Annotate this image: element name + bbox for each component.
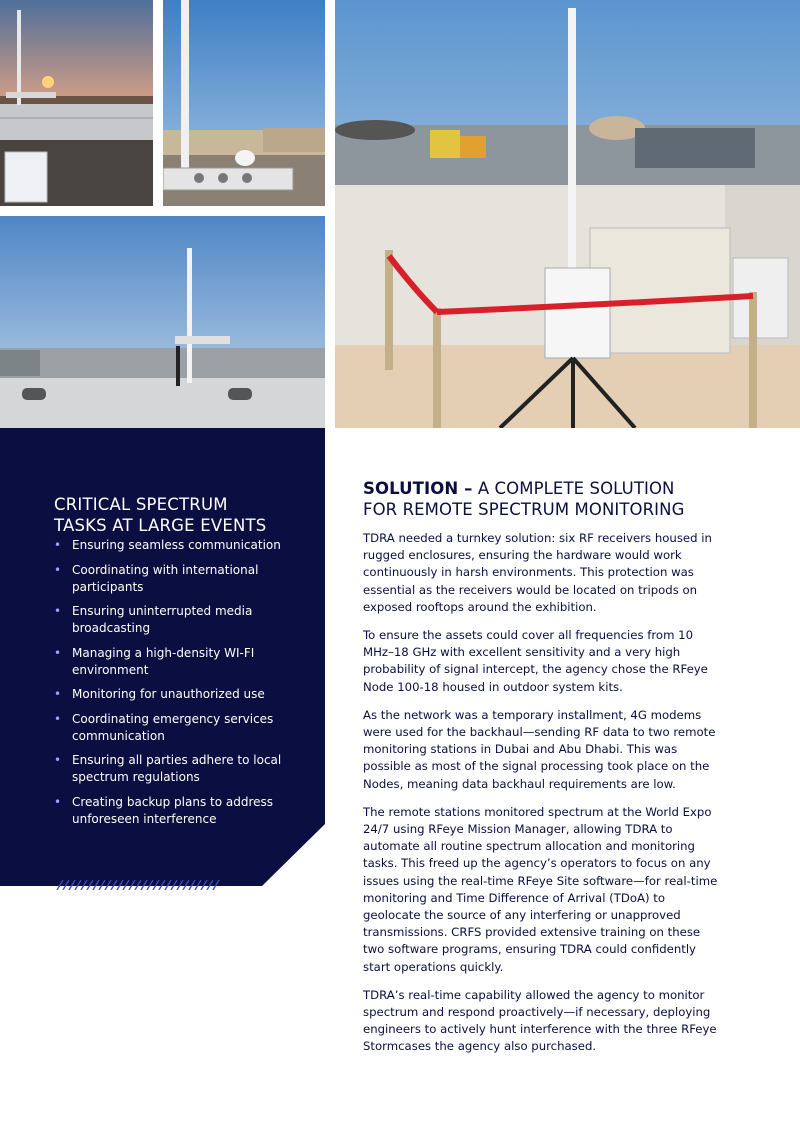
critical-tasks-list <box>54 537 314 835</box>
photo-tripod-receiver <box>335 0 800 428</box>
solution-paragraph: TDRA needed a turnkey solution: six RF receivers housed in rugged enclosures, ensuring the hardware would work continuously in harsh environments. This protection was essential as the receivers would be located on tripods on exposed rooftops around the exhibition. <box>363 531 712 614</box>
bullet-icon: • <box>54 687 62 701</box>
photo-rooftop-antenna <box>0 216 325 428</box>
list-item: • Creating backup plans to address unforeseen interference <box>54 794 274 826</box>
list-item: • Ensuring all parties adhere to local spectrum regulations <box>54 753 282 784</box>
list-item: • Managing a high-density WI-FI environment <box>54 645 255 677</box>
bullet-icon: • <box>54 645 62 660</box>
photo-tall-antenna <box>163 0 325 206</box>
bullet-icon: • <box>54 562 62 577</box>
bullet-icon: • <box>54 794 62 809</box>
bullet-icon: • <box>54 753 62 767</box>
critical-tasks-heading-line2: TASKS AT LARGE EVENTS <box>54 515 267 535</box>
solution-paragraph: As the network was a temporary installment, 4G modems were used for the backhaul—sending RF data to two remote monitoring stations in Dubai and Abu Dhabi. This was possible as most of the signal processing took place on the Nodes, meaning data backhaul requirements are low. <box>363 707 716 791</box>
solution-heading-rest: A COMPLETE SOLUTION <box>472 479 675 498</box>
list-item: • Ensuring uninterrupted media broadcasting <box>54 604 253 635</box>
solution-heading-bold: SOLUTION – <box>363 479 473 498</box>
list-item: • Ensuring seamless communication <box>54 538 281 552</box>
photo-rooftop-sunset <box>0 0 153 206</box>
solution-paragraph: TDRA’s real-time capability allowed the agency to monitor spectrum and respond proactively—if necessary, deploying engineers to actively hunt interference with the three RFeye Stormcases the agency also purchased. <box>363 987 717 1054</box>
critical-tasks-heading-line1: CRITICAL SPECTRUM <box>54 494 228 514</box>
solution-paragraph: To ensure the assets could cover all frequencies from 10 MHz–18 GHz with excellent sensitivity and a very high probability of signal intercept, the agency chose the RFeye Node 100-18 housed in outdoor system kits. <box>363 628 708 694</box>
critical-tasks-heading <box>54 494 314 536</box>
bullet-icon: • <box>54 711 62 726</box>
list-item: • Monitoring for unauthorized use <box>54 687 265 701</box>
solution-heading-line2: FOR REMOTE SPECTRUM MONITORING <box>363 500 685 519</box>
bullet-icon: • <box>54 538 62 552</box>
solution-section <box>363 478 723 1067</box>
bullet-icon: • <box>54 604 62 618</box>
hatch-decoration <box>55 880 220 890</box>
solution-heading <box>363 478 723 520</box>
list-item: • Coordinating emergency services communication <box>54 711 274 743</box>
list-item: • Coordinating with international participants <box>54 562 259 594</box>
solution-paragraph: The remote stations monitored spectrum at the World Expo 24/7 using RFeye Mission Manager, allowing TDRA to automate all routine spectrum allocation and monitoring tasks. This freed up the agency’s operators to focus on any issues using the real-time RFeye Site software—for real-time monitoring and Time Difference of Arrival (TDoA) to geolocate the source of any interfering or unapproved transmissions. CRFS provided extensive training on these two software programs, ensuring TDRA could confidently start operations quickly. <box>363 804 718 974</box>
